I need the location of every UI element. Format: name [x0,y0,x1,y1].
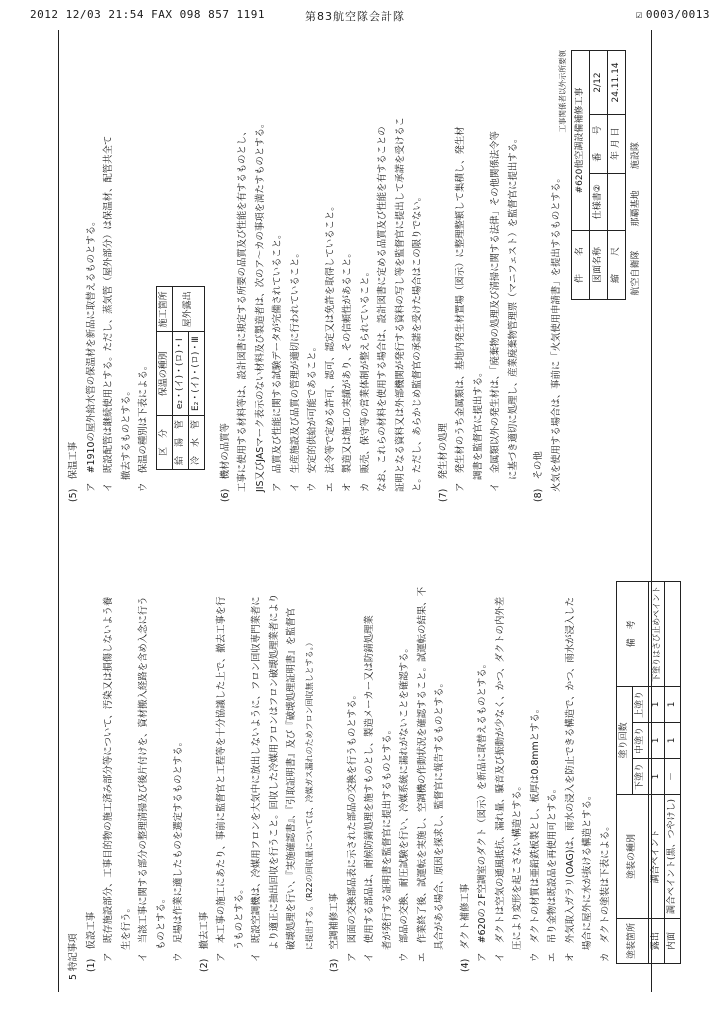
tb-scale-label: 縮 尺 [608,230,626,299]
title-block-table [571,50,645,300]
s5-i2: 撤去するものとする。 [120,386,132,480]
s6-o: オ 製造又は施工の実績があり、その信頼性があること。 [342,248,353,492]
tb-scale-value [608,173,626,230]
s4-o: オ 外気取入ガラリ(OAG)は、雨水の浸入を防止できる構造で、かつ、雨水が浸入した [564,597,576,962]
table-row [649,581,665,963]
paint-under: － [665,758,681,794]
paint-table [616,581,681,964]
insul-div: 冷 水 管 [188,415,204,469]
fax-page-icon: ☑ [635,8,643,21]
s2-i3: 破壊処理を行い、『実施確認書』、『引取証明書』及び『破壊処理証明書』を監督官 [286,607,297,950]
s6-n1: なお、これらの材料を使用する場合は、設計図書に定める品質及び性能を有することの [377,126,388,492]
paint-middle: 1 [665,722,681,758]
table-row [172,287,188,470]
s8-l1: 火気を使用する場合は、事前に「火気使用申請書」を提出するものとする。 [550,173,562,492]
paint-header-count: 塗り回数 [617,686,633,794]
insul-header-place: 施工箇所 [156,287,172,332]
s2-a: ア 本工事の施工にあたり、事前に監督官と工程等を十分協議した上で、撤去工事を行 [216,596,227,962]
s4-ka: カ ダクトの塗装は下表による。 [599,821,611,962]
tb-drawing-value: 仕様書② [590,173,608,230]
tb-date-value: 24.11.14 [608,51,626,115]
s1-heading: (1) 仮設工事 [85,911,97,972]
tb-number-value: 2/12 [590,51,608,115]
s6-u: ウ 安定的供給が可能であること。 [307,341,318,492]
s5-u: ウ 保温の種別は下表による。 [138,360,149,492]
s1-i: イ 当該工事に関する部分の整理清掃及び後片付けを、資材搬入経路を含め入念に行う [138,596,149,962]
paint-note [665,581,681,686]
insulation-table [156,286,205,470]
s6-i: イ 生産施設及び品質の管理が適切に行われていること。 [289,248,301,492]
insul-header-div: 区 分 [156,415,172,469]
s1-a2: 生を行う。 [120,903,132,950]
s4-u: ウ ダクトの材質は亜鉛鉄板製とし、板厚は0.8mmとする。 [529,703,541,962]
paint-top: 1 [665,686,681,722]
paint-area: 内面 [665,918,681,963]
paint-header-top: 上塗り [633,686,649,722]
tb-date-label: 年 月 日 [608,114,626,173]
s3-i: イ 使用する部品は、耐候防錆処理を施すものとし、製造メーカー又は防錆処理業 [364,615,375,962]
s3-e2: 具合がある場合、原因を探求し、監督官に報告するものとする。 [434,678,445,950]
paint-under: 1 [649,758,665,794]
table-row [665,581,681,963]
insul-div: 給 湯 管 [172,415,188,469]
s4-e: エ 吊り金物は既設品を再使用可とする。 [547,783,558,962]
paint-type: 調合ペイント [649,794,665,918]
s6-heading: (6) 機材の品質等 [219,423,231,502]
tb-drawing-label: 図面名称 [590,230,608,299]
s7-i2: に基づき適切に処理し、産業廃棄物管理票（マニフェスト）を監督官に提出する。 [507,133,519,480]
s6-l1: 工事に使用する材料等は、設計図書に規定する所要の品質及び性能を有するものとし、 [237,126,248,492]
fax-sender: 第83航空隊会計隊 [305,10,405,23]
s4-i2: 圧により変形を起こさない構造とする。 [512,781,523,950]
spec-page-right [65,50,645,510]
spec-page-left [65,520,677,980]
tb-project-value: #620他空調設備補修工事 [572,51,590,231]
title-block-note: 工事関係者以外示所要領 [557,50,567,133]
tb-org-2: 那覇基地 [631,190,641,227]
insul-header-type: 保温の種別 [156,332,172,416]
paint-header-note: 備 考 [617,581,649,686]
tb-org-3: 施設隊 [631,142,641,170]
s6-ka: カ 販売、保守等の営業体制が整えられていること。 [359,266,371,492]
s2-i4: に提出する。（R22の回収量については、冷媒ガス漏れのためフロン回収無しとする。） [304,638,314,950]
paint-type: 調合ペイント(黒、つやけし) [665,794,681,918]
paint-header-area: 塗装箇所 [617,918,649,963]
s5-a: ア #1910の屋外給水管の保温材を新品に取替えるものとする。 [85,216,97,492]
s2-i2: より適正に抽出回収を行うこと。回収した冷媒用フロンはフロン破壊処理業者により [268,593,280,950]
s5-heading: (5) 保温工事 [68,441,79,502]
s1-a: ア 既存施設部分、工事目的物の施工済み部分等について、汚染又は損傷しないよう養 [103,596,114,962]
title-block [554,50,646,300]
fax-timestamp [30,8,265,21]
s3-i2: 者が発行する証明書を監督官に提出するものとする。 [381,724,393,950]
s4-a: ア #620の２F空調室のダクト（図示）を新品に取替えるものとする。 [477,658,488,962]
s3-e: エ 作業終了後、試運転を実施し、空調機の作動状況を確認すること。試運転の結果、不 [416,586,428,962]
s5-i: イ 既設配管は継続使用とする。ただし、蒸気管（屋外部分）は保温材、配管共全て [103,135,114,492]
paint-area: 露出 [649,918,665,963]
s7-a2: 調書を監督官に提出する。 [472,367,484,480]
s3-heading: (3) 空調補修工事 [329,893,340,972]
s2-heading: (2) 撤去工事 [198,911,210,972]
s2-a2: うものとする。 [233,884,245,950]
paint-note: 下塗りはさび止めペイント [649,581,665,686]
fax-number: 098 857 1191 [179,8,266,21]
s1-u: ウ 足場は作業に適したものを選定するものとする。 [173,736,184,962]
s3-u: ウ 部品の交換、耐圧試験を行い、冷媒系統に漏れがないことを確認する。 [399,643,410,962]
paint-header-under: 下塗り [633,758,649,794]
paint-middle: 1 [649,722,665,758]
s4-o2: 場合に屋外に水が抜ける構造とする。 [582,790,593,950]
tb-org-1: 航空自衛隊 [631,250,641,296]
rotated-spec-sheet [65,40,677,980]
tb-project-label: 件 名 [572,230,590,299]
insul-type: E₂・(イ)・(ロ)・Ⅲ [188,332,204,416]
s4-i: イ ダクトは空気の通風抵抗、漏れ量、騒音及び振動が少なく、かつ、ダクトの内外差 [494,596,506,962]
paint-header-middle: 中塗り [633,722,649,758]
s6-n2: 証明となる資料又は外部機関が発行する資料の写し等を監督官に提出して承諾を受けるこ [394,116,406,492]
s6-a: ア 品質及び性能に関する試験データが完備されていること。 [272,229,283,492]
fax-page-number: 0003/0013 [645,8,710,21]
s7-heading: (7) 発生材の処理 [437,423,449,502]
s3-a: ア 図面の交換部品表に示された部品の交換を行うものとする。 [346,690,358,962]
s8-heading: (8) その他 [533,451,544,502]
s6-n3: と。ただし、あらかじめ監督官の承諾を受けた場合はこの限りでない。 [412,191,423,492]
s2-i: イ 既設空調機は、冷媒用フロンを大気中に放出しないように、フロン回収専門業者に [251,596,262,962]
insul-place: 屋外露出 [172,287,204,332]
insul-type: e₂・(イ)・(ロ)・Ⅰ [172,332,188,416]
s1-i2: ものとする。 [155,893,167,950]
s6-e: エ 法令等で定める許可、認可、認定又は免許を取得していること。 [324,201,336,492]
s7-i: イ 金属類以外の発生材は、「廃棄物の処理及び清掃に関する法律」その他関係法令等 [490,131,501,492]
fax-page-counter [636,8,710,21]
fax-time: 2012 12/03 21:54 FAX [30,8,173,21]
paint-top: 1 [649,686,665,722]
s4-heading: (4) ダクト補修工事 [459,883,471,972]
paint-header-type: 塗装の種別 [617,794,649,918]
s6-l2: JIS又びJASマーク表示のない材料及び製造者は、次のア～カの事項を満たすものとする。 [254,118,266,492]
tb-number-label: 番 号 [590,114,608,173]
section-title: 5 特記事項 [68,933,79,980]
s7-a: ア 発生材のうち金属類は、基地内発生材置場（図示）に整理整頓して集積し、発生材 [455,126,466,492]
